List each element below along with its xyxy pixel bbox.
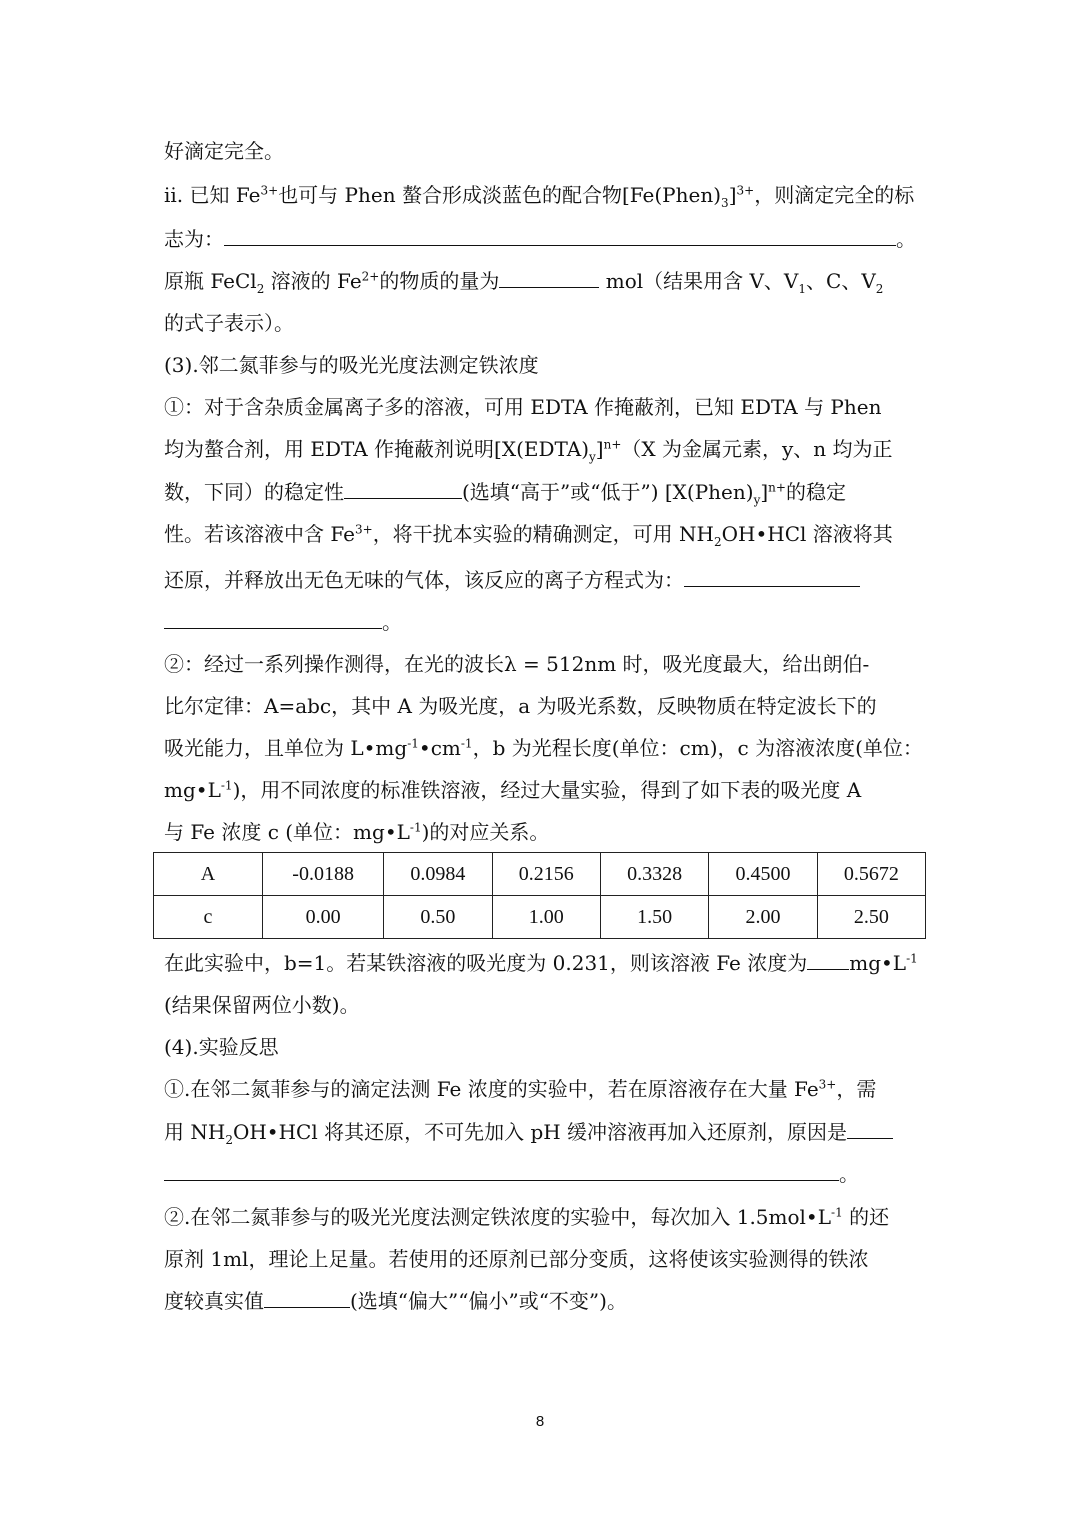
text-line: 均为螯合剂，用 EDTA 作掩蔽剂说明$[X(EDTA)_y]^{n+}(X$ 为金属元素，y、n 均为正 [164, 437, 893, 464]
table-cell: 2.00 [709, 896, 817, 939]
table-cell: 0.4500 [709, 853, 817, 896]
table-cell: 1.00 [492, 896, 600, 939]
answer-blank[interactable] [264, 1287, 350, 1308]
answer-blank[interactable] [164, 608, 382, 629]
table-cell: 2.50 [817, 896, 925, 939]
text-line: 志为： 。 [164, 227, 916, 251]
answer-blank[interactable] [224, 225, 896, 246]
text-line: 度较真实值 (选填“偏大”“偏小”或“不变”)。 [164, 1289, 627, 1313]
text-line: ②.在邻二氮菲参与的吸光光度法测定铁浓度的实验中，每次加入 $1.5mol•L^{-1}$ 的还 [164, 1205, 890, 1229]
page-number: 8 [535, 1413, 545, 1430]
text-line: 。 [164, 1159, 859, 1189]
answer-blank[interactable] [684, 566, 860, 587]
text-line: 性。若该溶液中含 $Fe^{3+}$，将干扰本实验的精确测定，可用 $NH_2OH•HCl$ 溶液将其 [164, 522, 893, 549]
text-line: 吸光能力，且单位为 $L•mg^{-1}•cm^{-1}$，b 为光程长度(单位：cm)，c 为溶液浓度(单位： [164, 736, 923, 760]
text-line: ①：对于含杂质金属离子多的溶液，可用 EDTA 作掩蔽剂，已知 EDTA 与 Phen [164, 395, 882, 419]
text-line: 与 Fe 浓度 c (单位：$mg•L^{-1}$)的对应关系。 [164, 820, 550, 844]
answer-blank[interactable] [344, 478, 462, 499]
table-row [154, 853, 926, 896]
section-heading: (3).邻二氮菲参与的吸光光度法测定铁浓度 [164, 353, 539, 377]
table-cell: 0.50 [384, 896, 492, 939]
absorbance-table [153, 852, 926, 939]
table-row [154, 896, 926, 939]
table-cell: 0.3328 [600, 853, 708, 896]
text-line: 。 [164, 607, 402, 637]
table-cell: 0.00 [263, 896, 384, 939]
text-line: (结果保留两位小数)。 [164, 993, 360, 1017]
text-line: 比尔定律：A=abc，其中 A 为吸光度，a 为吸光系数，反映物质在特定波长下的 [164, 694, 877, 718]
table-cell: -0.0188 [263, 853, 384, 896]
table-cell: 0.2156 [492, 853, 600, 896]
table-cell: 0.0984 [384, 853, 492, 896]
text-line: 原剂 1ml，理论上足量。若使用的还原剂已部分变质，这将使该实验测得的铁浓 [164, 1247, 869, 1271]
answer-blank[interactable] [847, 1118, 893, 1139]
text-line: 原瓶 FeCl$_2$ 溶液的 $Fe^{2+}$的物质的量为 mol（结果用含 V、$V_1$、C、$V_2$ [164, 269, 884, 296]
text-line: 的式子表示）。 [164, 311, 294, 335]
row-header: c [154, 896, 263, 939]
text-line: 好滴定完全。 [164, 139, 284, 163]
table-cell: 0.5672 [817, 853, 925, 896]
text-line: ii. 已知 $Fe^{3+}$也可与 Phen 螯合形成淡蓝色的配合物$[Fe(Phen)_3]^{3+}$，则滴定完全的标 [164, 183, 915, 210]
text-line: $mg•L^{-1}$)，用不同浓度的标准铁溶液，经过大量实验，得到了如下表的吸光度 A [164, 778, 862, 802]
text-line: 还原，并释放出无色无味的气体，该反应的离子方程式为： [164, 565, 860, 595]
text-line: ①.在邻二氮菲参与的滴定法测 Fe 浓度的实验中，若在原溶液存在大量 $Fe^{3+}$，需 [164, 1077, 877, 1101]
text-line: ②：经过一系列操作测得，在光的波长λ = 512nm 时，吸光度最大，给出朗伯- [164, 652, 870, 676]
answer-blank[interactable] [164, 1160, 839, 1181]
text-line: 在此实验中，b=1。若某铁溶液的吸光度为 0.231，则该溶液 Fe 浓度为 $mg•L^{-1}$ [164, 951, 918, 975]
text-line: 数，下同）的稳定性 (选填“高于”或“低于”) $[X(Phen)_y]^{n+}$的稳定 [164, 480, 846, 507]
row-header: A [154, 853, 263, 896]
table-cell: 1.50 [600, 896, 708, 939]
answer-blank[interactable] [499, 267, 599, 288]
text-line: 用 $NH_2OH•HCl$ 将其还原，不可先加入 pH 缓冲溶液再加入还原剂，原因是 [164, 1117, 893, 1147]
answer-blank[interactable] [807, 949, 849, 970]
section-heading: (4).实验反思 [164, 1035, 279, 1059]
